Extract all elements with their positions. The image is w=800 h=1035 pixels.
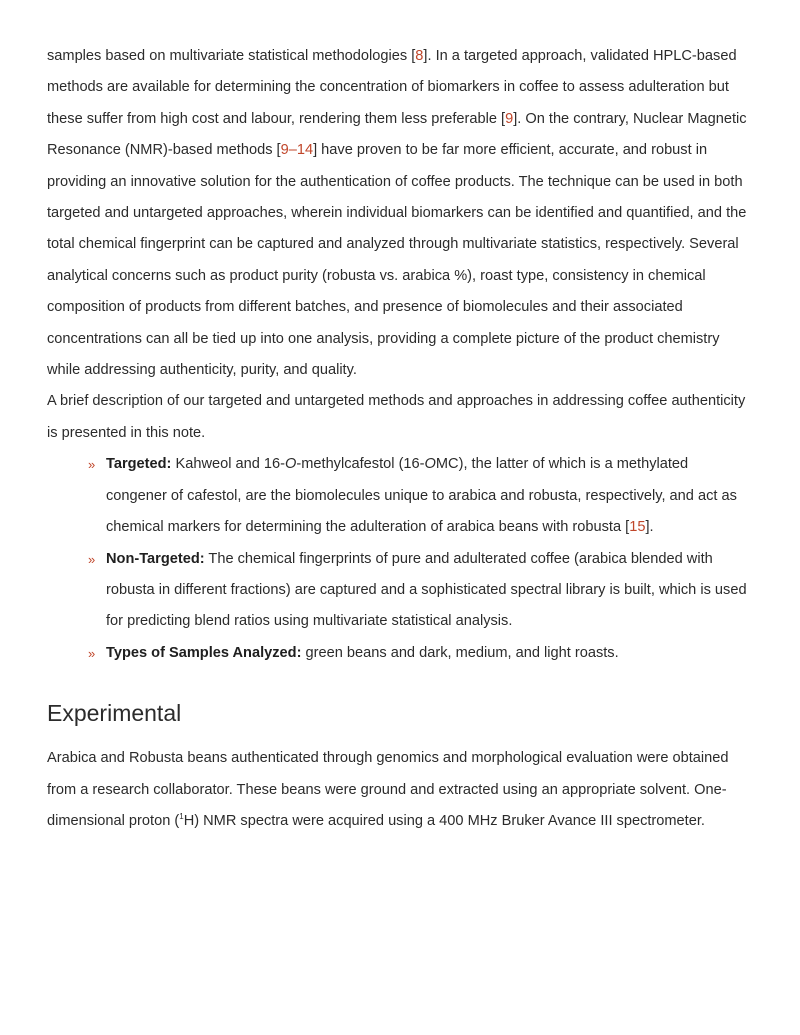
sample-types-text: green beans and dark, medium, and light roasts. xyxy=(301,644,619,661)
citation-link-9-14[interactable]: 9–14 xyxy=(280,142,314,159)
targeted-label: Targeted: xyxy=(106,456,172,473)
document-page xyxy=(47,41,753,837)
chevron-right-icon: » xyxy=(88,645,96,661)
citation-link-8[interactable]: 8 xyxy=(415,48,424,64)
list-item-targeted xyxy=(47,449,753,543)
superscript-1: 1 xyxy=(179,811,184,821)
list-item-sample-types xyxy=(47,638,753,669)
intro-text-1: samples based on multivariate statistical methodologies [ xyxy=(47,48,416,64)
experimental-paragraph xyxy=(47,743,753,837)
citation-link-9[interactable]: 9 xyxy=(505,110,514,127)
citation-link-15[interactable]: 15 xyxy=(629,519,646,536)
chevron-right-icon: » xyxy=(88,457,96,473)
intro-text-3: ]. On the contrary, Nuclear Magnetic Resonance (NMR)-based methods [ xyxy=(47,110,747,159)
sample-types-label: Types of Samples Analyzed: xyxy=(106,644,302,661)
intro-text-2: ]. In a targeted approach, validated HPLC-based methods are available for determining the concentration of biomarkers in coffee to assess adulteration but these suffer from high cost and labour, rendering them less preferable [ xyxy=(47,48,737,127)
intro-text-4: ] have proven to be far more efficient, accurate, and robust in providing an innovative solution for the authentication of coffee products. The technique can be used in both targeted and untargeted approaches, wherein individual biomarkers can be identified and quantified, and the total chemical fingerprint can be captured and analyzed through multivariate statistics, respectively. Several analytical concerns such as product purity (robusta vs. arabica %), roast type, consistency in chemical composition of products from different batches, and presence of biomolecules and their associated concentrations can all be tied up into one analysis, providing a complete picture of the product chemistry while addressing authenticity, purity, and quality. xyxy=(47,142,747,379)
targeted-text-3: MC), the latter of which is a methylated congener of cafestol, are the biomolecules unique to arabica and robusta, respectively, and act as chemical markers for determining the adulteration of arabica beans with robusta [ xyxy=(106,456,737,536)
targeted-italic-2: O xyxy=(424,456,436,473)
approach-list xyxy=(47,449,753,669)
chevron-right-icon: » xyxy=(88,551,96,567)
non-targeted-text: The chemical fingerprints of pure and adulterated coffee (arabica blended with robusta in different fractions) are captured and a sophisticated spectral library is built, which is used for predicting blend ratios using multivariate statistical analysis. xyxy=(106,550,747,630)
targeted-text-4: ]. xyxy=(645,519,654,536)
targeted-text-2: -methylcafestol (16- xyxy=(296,456,425,473)
section-heading-experimental: Experimental xyxy=(47,700,182,727)
targeted-text-1: Kahweol and 16- xyxy=(171,456,286,473)
experimental-text-1: Arabica and Robusta beans authenticated through genomics and morphological evaluation were obtained from a research collaborator. These beans were ground and extracted using an appropriate solvent. One-dimensional proton ( xyxy=(47,750,729,829)
summary-paragraph: A brief description of our targeted and untargeted methods and approaches in addressing coffee authenticity is presented in this note. xyxy=(47,393,746,441)
non-targeted-label: Non-Targeted: xyxy=(106,550,205,567)
list-item-non-targeted xyxy=(47,544,753,638)
intro-paragraph xyxy=(47,41,753,386)
targeted-italic-1: O xyxy=(285,456,297,473)
experimental-text-2: H) NMR spectra were acquired using a 400 MHz Bruker Avance III spectrometer. xyxy=(183,812,705,829)
